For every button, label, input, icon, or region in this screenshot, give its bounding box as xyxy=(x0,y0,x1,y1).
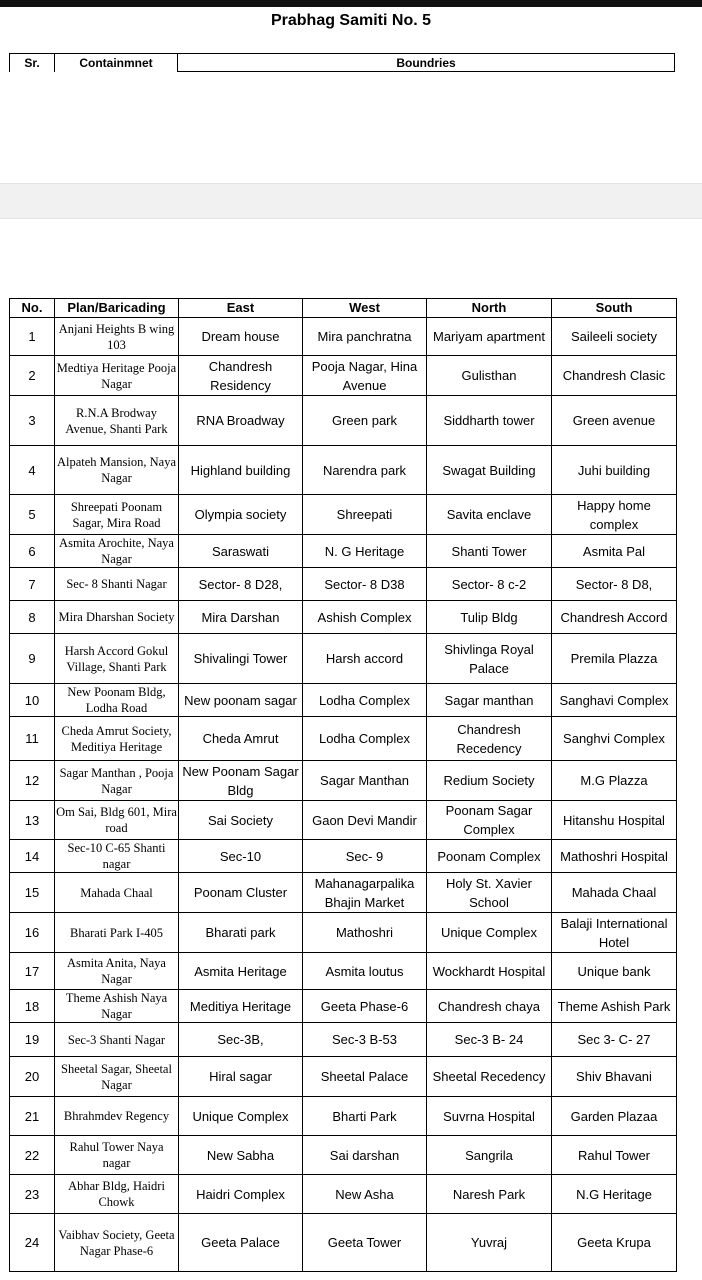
cell-west: Pooja Nagar, Hina Avenue xyxy=(303,356,427,396)
cell-east: Sai Society xyxy=(179,801,303,840)
cell-east: RNA Broadway xyxy=(179,396,303,446)
cell-east: Mira Darshan xyxy=(179,601,303,634)
cell-no: 19 xyxy=(10,1023,55,1057)
cell-plan: Shreepati Poonam Sagar, Mira Road xyxy=(55,495,179,535)
cell-south: Chandresh Clasic xyxy=(552,356,677,396)
table-row xyxy=(10,1057,677,1097)
cell-south: Mathoshri Hospital xyxy=(552,840,677,873)
cell-north: Unique Complex xyxy=(427,913,552,953)
cell-south: Sanghavi Complex xyxy=(552,684,677,717)
cell-east: Geeta Palace xyxy=(179,1214,303,1272)
header-sr: Sr. xyxy=(10,54,55,72)
column-header-north: North xyxy=(427,299,552,318)
cell-south: Asmita Pal xyxy=(552,535,677,568)
cell-west: Geeta Phase-6 xyxy=(303,990,427,1023)
cell-east: New poonam sagar xyxy=(179,684,303,717)
cell-no: 16 xyxy=(10,913,55,953)
table-row xyxy=(10,495,677,535)
cell-north: Sheetal Recedency xyxy=(427,1057,552,1097)
cell-south: Chandresh Accord xyxy=(552,601,677,634)
table-row xyxy=(10,873,677,913)
cell-south: Hitanshu Hospital xyxy=(552,801,677,840)
cell-plan: R.N.A Brodway Avenue, Shanti Park xyxy=(55,396,179,446)
table-row xyxy=(10,1097,677,1136)
cell-no: 7 xyxy=(10,568,55,601)
cell-no: 18 xyxy=(10,990,55,1023)
cell-east: Asmita Heritage xyxy=(179,953,303,990)
cell-west: Mira panchratna xyxy=(303,318,427,356)
cell-east: Bharati park xyxy=(179,913,303,953)
cell-west: Sheetal Palace xyxy=(303,1057,427,1097)
cell-east: Hiral sagar xyxy=(179,1057,303,1097)
cell-west: Green park xyxy=(303,396,427,446)
cell-no: 17 xyxy=(10,953,55,990)
table-row xyxy=(10,840,677,873)
cell-north: Shivlinga Royal Palace xyxy=(427,634,552,684)
cell-no: 6 xyxy=(10,535,55,568)
cell-west: Asmita loutus xyxy=(303,953,427,990)
column-header-east: East xyxy=(179,299,303,318)
table-row xyxy=(10,1214,677,1272)
cell-east: Saraswati xyxy=(179,535,303,568)
cell-north: Holy St. Xavier School xyxy=(427,873,552,913)
cell-east: Olympia society xyxy=(179,495,303,535)
cell-east: New Poonam Sagar Bldg xyxy=(179,761,303,801)
table-row xyxy=(10,717,677,761)
header-table xyxy=(9,53,675,72)
column-header-south: South xyxy=(552,299,677,318)
cell-north: Yuvraj xyxy=(427,1214,552,1272)
cell-no: 24 xyxy=(10,1214,55,1272)
cell-south: Theme Ashish Park xyxy=(552,990,677,1023)
cell-south: Geeta Krupa xyxy=(552,1214,677,1272)
cell-plan: Sheetal Sagar, Sheetal Nagar xyxy=(55,1057,179,1097)
cell-plan: Abhar Bldg, Haidri Chowk xyxy=(55,1175,179,1214)
column-header-no: No. xyxy=(10,299,55,318)
cell-west: Mathoshri xyxy=(303,913,427,953)
cell-north: Sector- 8 c-2 xyxy=(427,568,552,601)
cell-north: Sangrila xyxy=(427,1136,552,1175)
cell-south: Shiv Bhavani xyxy=(552,1057,677,1097)
cell-plan: Asmita Arochite, Naya Nagar xyxy=(55,535,179,568)
cell-south: Juhi building xyxy=(552,446,677,495)
table-row xyxy=(10,801,677,840)
table-row xyxy=(10,1175,677,1214)
table-row xyxy=(10,601,677,634)
cell-west: Sai darshan xyxy=(303,1136,427,1175)
cell-no: 12 xyxy=(10,761,55,801)
cell-north: Swagat Building xyxy=(427,446,552,495)
page-break-band xyxy=(0,183,702,219)
cell-no: 20 xyxy=(10,1057,55,1097)
cell-south: N.G Heritage xyxy=(552,1175,677,1214)
cell-east: Dream house xyxy=(179,318,303,356)
table-header-row xyxy=(10,299,677,318)
cell-plan: Medtiya Heritage Pooja Nagar xyxy=(55,356,179,396)
cell-north: Poonam Complex xyxy=(427,840,552,873)
table-row xyxy=(10,356,677,396)
column-header-plan: Plan/Baricading xyxy=(55,299,179,318)
cell-east: Unique Complex xyxy=(179,1097,303,1136)
cell-plan: Sec-10 C-65 Shanti nagar xyxy=(55,840,179,873)
containment-table xyxy=(9,298,677,1272)
cell-west: New Asha xyxy=(303,1175,427,1214)
cell-no: 14 xyxy=(10,840,55,873)
table-row xyxy=(10,913,677,953)
cell-north: Sagar manthan xyxy=(427,684,552,717)
cell-west: Gaon Devi Mandir xyxy=(303,801,427,840)
table-row xyxy=(10,1023,677,1057)
cell-north: Wockhardt Hospital xyxy=(427,953,552,990)
cell-east: Meditiya Heritage xyxy=(179,990,303,1023)
cell-no: 1 xyxy=(10,318,55,356)
cell-west: N. G Heritage xyxy=(303,535,427,568)
header-containment: Containmnet xyxy=(55,54,178,72)
table-row xyxy=(10,446,677,495)
cell-plan: Sec- 8 Shanti Nagar xyxy=(55,568,179,601)
cell-plan: Rahul Tower Naya nagar xyxy=(55,1136,179,1175)
table-row xyxy=(10,1136,677,1175)
cell-no: 2 xyxy=(10,356,55,396)
cell-north: Sec-3 B- 24 xyxy=(427,1023,552,1057)
cell-plan: New Poonam Bldg, Lodha Road xyxy=(55,684,179,717)
cell-no: 22 xyxy=(10,1136,55,1175)
cell-plan: Alpateh Mansion, Naya Nagar xyxy=(55,446,179,495)
top-border xyxy=(0,0,702,7)
header-boundaries: Boundries xyxy=(178,54,675,72)
cell-plan: Sagar Manthan , Pooja Nagar xyxy=(55,761,179,801)
cell-west: Ashish Complex xyxy=(303,601,427,634)
cell-no: 8 xyxy=(10,601,55,634)
table-row xyxy=(10,761,677,801)
cell-west: Geeta Tower xyxy=(303,1214,427,1272)
cell-south: Premila Plazza xyxy=(552,634,677,684)
cell-east: Chandresh Residency xyxy=(179,356,303,396)
cell-plan: Mahada Chaal xyxy=(55,873,179,913)
cell-no: 11 xyxy=(10,717,55,761)
cell-south: Happy home complex xyxy=(552,495,677,535)
cell-no: 21 xyxy=(10,1097,55,1136)
cell-no: 10 xyxy=(10,684,55,717)
cell-south: Sector- 8 D8, xyxy=(552,568,677,601)
cell-east: Highland building xyxy=(179,446,303,495)
cell-north: Tulip Bldg xyxy=(427,601,552,634)
cell-west: Shreepati xyxy=(303,495,427,535)
cell-north: Siddharth tower xyxy=(427,396,552,446)
cell-south: Sanghvi Complex xyxy=(552,717,677,761)
cell-plan: Bharati Park I-405 xyxy=(55,913,179,953)
cell-south: Green avenue xyxy=(552,396,677,446)
cell-south: Unique bank xyxy=(552,953,677,990)
cell-south: Balaji International Hotel xyxy=(552,913,677,953)
cell-north: Naresh Park xyxy=(427,1175,552,1214)
cell-west: Sector- 8 D38 xyxy=(303,568,427,601)
cell-west: Sec-3 B-53 xyxy=(303,1023,427,1057)
cell-plan: Bhrahmdev Regency xyxy=(55,1097,179,1136)
cell-south: Garden Plazaa xyxy=(552,1097,677,1136)
cell-north: Shanti Tower xyxy=(427,535,552,568)
cell-east: Cheda Amrut xyxy=(179,717,303,761)
cell-plan: Cheda Amrut Society, Meditiya Heritage xyxy=(55,717,179,761)
cell-north: Savita enclave xyxy=(427,495,552,535)
column-header-west: West xyxy=(303,299,427,318)
cell-east: Haidri Complex xyxy=(179,1175,303,1214)
cell-plan: Om Sai, Bldg 601, Mira road xyxy=(55,801,179,840)
cell-east: Sector- 8 D28, xyxy=(179,568,303,601)
cell-plan: Harsh Accord Gokul Village, Shanti Park xyxy=(55,634,179,684)
cell-north: Chandresh chaya xyxy=(427,990,552,1023)
cell-no: 9 xyxy=(10,634,55,684)
cell-west: Sec- 9 xyxy=(303,840,427,873)
cell-south: M.G Plazza xyxy=(552,761,677,801)
cell-west: Lodha Complex xyxy=(303,717,427,761)
cell-west: Mahanagarpalika Bhajin Market xyxy=(303,873,427,913)
table-row xyxy=(10,634,677,684)
cell-west: Sagar Manthan xyxy=(303,761,427,801)
table-row xyxy=(10,568,677,601)
cell-west: Narendra park xyxy=(303,446,427,495)
cell-no: 15 xyxy=(10,873,55,913)
cell-east: New Sabha xyxy=(179,1136,303,1175)
cell-no: 4 xyxy=(10,446,55,495)
cell-east: Shivalingi Tower xyxy=(179,634,303,684)
cell-north: Redium Society xyxy=(427,761,552,801)
cell-no: 13 xyxy=(10,801,55,840)
cell-plan: Mira Dharshan Society xyxy=(55,601,179,634)
cell-south: Mahada Chaal xyxy=(552,873,677,913)
cell-north: Mariyam apartment xyxy=(427,318,552,356)
table-row xyxy=(10,396,677,446)
cell-north: Suvrna Hospital xyxy=(427,1097,552,1136)
cell-south: Saileeli society xyxy=(552,318,677,356)
page-title: Prabhag Samiti No. 5 xyxy=(270,12,432,29)
cell-north: Gulisthan xyxy=(427,356,552,396)
cell-plan: Vaibhav Society, Geeta Nagar Phase-6 xyxy=(55,1214,179,1272)
table-row xyxy=(10,953,677,990)
cell-plan: Sec-3 Shanti Nagar xyxy=(55,1023,179,1057)
cell-no: 23 xyxy=(10,1175,55,1214)
cell-west: Bharti Park xyxy=(303,1097,427,1136)
table-row xyxy=(10,318,677,356)
cell-east: Sec-3B, xyxy=(179,1023,303,1057)
cell-north: Poonam Sagar Complex xyxy=(427,801,552,840)
cell-east: Sec-10 xyxy=(179,840,303,873)
cell-plan: Anjani Heights B wing 103 xyxy=(55,318,179,356)
cell-plan: Asmita Anita, Naya Nagar xyxy=(55,953,179,990)
cell-south: Rahul Tower xyxy=(552,1136,677,1175)
cell-plan: Theme Ashish Naya Nagar xyxy=(55,990,179,1023)
cell-west: Harsh accord xyxy=(303,634,427,684)
cell-east: Poonam Cluster xyxy=(179,873,303,913)
table-row xyxy=(10,990,677,1023)
cell-north: Chandresh Recedency xyxy=(427,717,552,761)
cell-west: Lodha Complex xyxy=(303,684,427,717)
cell-no: 5 xyxy=(10,495,55,535)
cell-no: 3 xyxy=(10,396,55,446)
table-row xyxy=(10,684,677,717)
table-row xyxy=(10,535,677,568)
cell-south: Sec 3- C- 27 xyxy=(552,1023,677,1057)
